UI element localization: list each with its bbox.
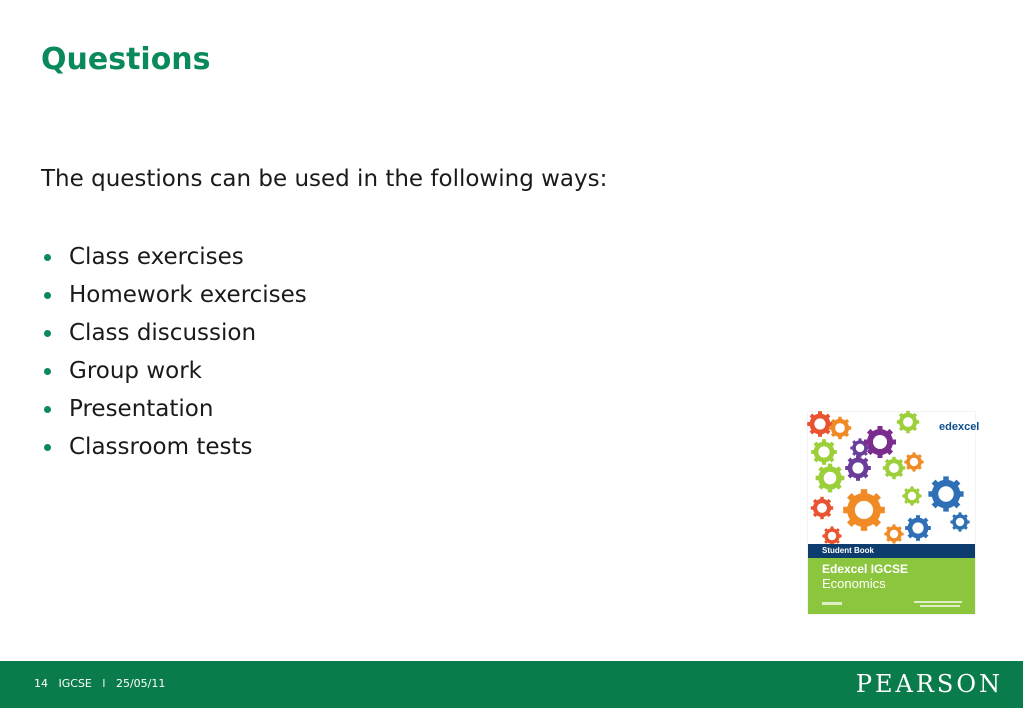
bullet-text: Classroom tests [69,434,253,460]
book-imprint-mark [914,601,962,603]
book-author-mark [822,602,842,605]
bullet-text: Class discussion [69,320,257,346]
book-title-line1: Edexcel IGCSE [822,562,909,576]
bullet-text: Group work [69,358,202,384]
bullet-icon [44,292,51,299]
page-number: 14 [34,677,48,690]
bullet-icon [44,330,51,337]
list-item [41,428,307,466]
pearson-logo: PEARSON [855,670,1003,698]
slide-title: Questions [41,42,211,77]
bullet-text: Homework exercises [69,282,307,308]
edexcel-logo: edexcel [939,421,980,433]
book-imprint-mark [920,605,960,607]
footer-bar [0,661,1023,708]
course-label: IGCSE [58,677,92,690]
bullet-icon [44,406,51,413]
footer-meta [34,676,172,692]
bullet-text: Presentation [69,396,214,422]
bullet-icon [44,444,51,451]
date-label: 25/05/11 [115,677,166,690]
bullet-text: Class exercises [69,244,244,270]
book-title-line2: Economics [822,576,886,591]
list-item [41,276,307,314]
list-item [41,238,307,276]
book-cover-image [808,412,980,614]
list-item [41,314,307,352]
footer-separator: l [102,677,106,690]
list-item [41,352,307,390]
book-band-label: Student Book [822,546,874,555]
book-title-panel [808,558,975,614]
bullet-list [41,238,307,466]
intro-text: The questions can be used in the following ways: [41,166,608,192]
bullet-icon [44,368,51,375]
list-item [41,390,307,428]
bullet-icon [44,254,51,261]
book-band [808,544,975,558]
